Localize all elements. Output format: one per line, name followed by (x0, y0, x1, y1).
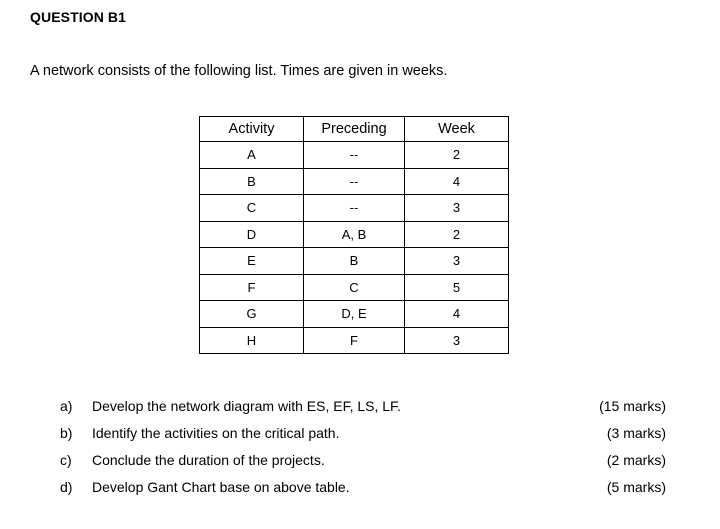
question-text: Conclude the duration of the projects. (92, 452, 325, 468)
header-activity: Activity (200, 117, 304, 142)
question-letter: b) (60, 425, 73, 441)
intro-text: A network consists of the following list. Times are given in weeks. (30, 63, 448, 79)
question-item (60, 423, 666, 450)
question-text: Develop Gant Chart base on above table. (92, 479, 350, 495)
cell-week: 2 (405, 142, 509, 169)
table-row (200, 301, 509, 328)
cell-week: 2 (405, 221, 509, 248)
cell-preceding: C (304, 274, 405, 301)
question-text: Identify the activities on the critical path. (92, 425, 340, 441)
table-row (200, 248, 509, 275)
cell-activity: D (200, 221, 304, 248)
question-marks: (2 marks) (606, 452, 666, 468)
cell-activity: C (200, 195, 304, 222)
question-text: Develop the network diagram with ES, EF, LS, LF. (92, 398, 401, 414)
cell-week: 4 (405, 168, 509, 195)
question-marks: (5 marks) (606, 479, 666, 495)
question-marks: (3 marks) (606, 425, 666, 441)
header-week: Week (405, 117, 509, 142)
cell-activity: H (200, 327, 304, 354)
header-preceding: Preceding (304, 117, 405, 142)
cell-activity: A (200, 142, 304, 169)
cell-preceding: F (304, 327, 405, 354)
question-title: QUESTION B1 (30, 9, 127, 25)
cell-preceding: A, B (304, 221, 405, 248)
question-item (60, 396, 666, 423)
cell-week: 4 (405, 301, 509, 328)
table-row (200, 142, 509, 169)
question-list (60, 396, 666, 504)
question-letter: c) (60, 452, 72, 468)
question-item (60, 450, 666, 477)
question-item (60, 477, 666, 504)
table-row (200, 327, 509, 354)
question-letter: a) (60, 398, 73, 414)
cell-activity: B (200, 168, 304, 195)
cell-week: 3 (405, 248, 509, 275)
cell-week: 3 (405, 327, 509, 354)
cell-week: 5 (405, 274, 509, 301)
cell-preceding: D, E (304, 301, 405, 328)
question-marks: (15 marks) (599, 398, 666, 414)
activity-table (199, 116, 509, 354)
cell-activity: G (200, 301, 304, 328)
cell-activity: E (200, 248, 304, 275)
cell-activity: F (200, 274, 304, 301)
cell-preceding: B (304, 248, 405, 275)
question-letter: d) (60, 479, 73, 495)
cell-preceding: -- (304, 195, 405, 222)
table-row (200, 221, 509, 248)
table-row (200, 168, 509, 195)
cell-preceding: -- (304, 168, 405, 195)
table-row (200, 274, 509, 301)
cell-preceding: -- (304, 142, 405, 169)
table-row (200, 195, 509, 222)
cell-week: 3 (405, 195, 509, 222)
table-header-row (200, 117, 509, 142)
